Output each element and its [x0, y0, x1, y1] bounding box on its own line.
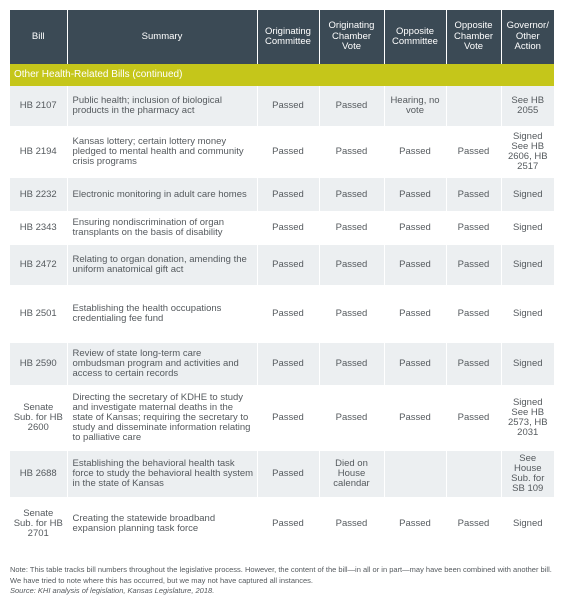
opp-vote-cell: Passed	[446, 497, 501, 550]
governor-cell: See HB 2055	[501, 86, 554, 126]
opp-vote-cell: Passed	[446, 211, 501, 245]
orig-vote-cell: Passed	[319, 497, 384, 550]
header-bill: Bill	[10, 10, 67, 64]
bill-cell: Senate Sub. for HB 2701	[10, 497, 67, 550]
section-title: Other Health-Related Bills (continued)	[10, 64, 554, 86]
bill-cell: HB 2343	[10, 211, 67, 245]
orig-committee-cell: Passed	[257, 178, 319, 211]
opp-vote-cell: Passed	[446, 385, 501, 451]
bill-cell: HB 2688	[10, 451, 67, 497]
header-opposite-chamber-vote: Opposite Chamber Vote	[446, 10, 501, 64]
table-row	[10, 86, 554, 126]
orig-committee-cell: Passed	[257, 385, 319, 451]
header-governor-action: Governor/ Other Action	[501, 10, 554, 64]
opp-vote-cell: Passed	[446, 245, 501, 285]
summary-cell: Directing the secretary of KDHE to study and investigate maternal deaths in the state of Kansas; requiring the secretary to study and disseminate information relating to palliative care	[67, 385, 257, 451]
orig-vote-cell: Passed	[319, 245, 384, 285]
summary-cell: Establishing the health occupations credentialing fee fund	[67, 285, 257, 343]
orig-committee-cell: Passed	[257, 451, 319, 497]
header-originating-committee: Originating Committee	[257, 10, 319, 64]
orig-vote-cell: Passed	[319, 343, 384, 385]
table-row	[10, 451, 554, 497]
table-row	[10, 211, 554, 245]
governor-cell: Signed	[501, 343, 554, 385]
source-text: Source: KHI analysis of legislation, Kansas Legislature, 2018.	[10, 586, 215, 595]
bill-cell: HB 2501	[10, 285, 67, 343]
note-text: Note: This table tracks bill numbers throughout the legislative process. However, the content of the bill—in all or in part—may have been combined with another bill. We have tried to note where this has occurred, but we may not have captured all instances.	[10, 565, 552, 585]
governor-cell: Signed See HB 2606, HB 2517	[501, 126, 554, 178]
summary-cell: Electronic monitoring in adult care homes	[67, 178, 257, 211]
orig-vote-cell: Passed	[319, 211, 384, 245]
opp-vote-cell: Passed	[446, 178, 501, 211]
governor-cell: Signed	[501, 245, 554, 285]
legislation-table	[10, 10, 554, 550]
orig-vote-cell: Passed	[319, 126, 384, 178]
orig-committee-cell: Passed	[257, 86, 319, 126]
summary-cell: Establishing the behavioral health task force to study the behavioral health system in the state of Kansas	[67, 451, 257, 497]
orig-vote-cell: Died on House calendar	[319, 451, 384, 497]
opp-vote-cell	[446, 86, 501, 126]
summary-cell: Review of state long-term care ombudsman program and activities and access to certain records	[67, 343, 257, 385]
header-opposite-committee: Opposite Committee	[384, 10, 446, 64]
orig-committee-cell: Passed	[257, 343, 319, 385]
bill-cell: HB 2107	[10, 86, 67, 126]
table-row	[10, 126, 554, 178]
opp-committee-cell: Passed	[384, 385, 446, 451]
table-row	[10, 245, 554, 285]
opp-committee-cell: Passed	[384, 126, 446, 178]
orig-vote-cell: Passed	[319, 178, 384, 211]
summary-cell: Ensuring nondiscrimination of organ transplants on the basis of disability	[67, 211, 257, 245]
opp-vote-cell: Passed	[446, 285, 501, 343]
governor-cell: See House Sub. for SB 109	[501, 451, 554, 497]
table-row	[10, 343, 554, 385]
opp-committee-cell: Passed	[384, 285, 446, 343]
bill-cell: HB 2472	[10, 245, 67, 285]
bill-cell: HB 2590	[10, 343, 67, 385]
table-row	[10, 178, 554, 211]
summary-cell: Creating the statewide broadband expansion planning task force	[67, 497, 257, 550]
governor-cell: Signed	[501, 211, 554, 245]
orig-committee-cell: Passed	[257, 497, 319, 550]
table-row	[10, 285, 554, 343]
section-row	[10, 64, 554, 86]
governor-cell: Signed See HB 2573, HB 2031	[501, 385, 554, 451]
header-originating-chamber-vote: Originating Chamber Vote	[319, 10, 384, 64]
opp-vote-cell: Passed	[446, 126, 501, 178]
footnote	[10, 565, 556, 597]
opp-vote-cell: Passed	[446, 343, 501, 385]
governor-cell: Signed	[501, 285, 554, 343]
header-summary: Summary	[67, 10, 257, 64]
summary-cell: Kansas lottery; certain lottery money pledged to mental health and community crisis programs	[67, 126, 257, 178]
table-row	[10, 497, 554, 550]
orig-committee-cell: Passed	[257, 285, 319, 343]
summary-cell: Relating to organ donation, amending the uniform anatomical gift act	[67, 245, 257, 285]
orig-committee-cell: Passed	[257, 245, 319, 285]
summary-cell: Public health; inclusion of biological products in the pharmacy act	[67, 86, 257, 126]
bill-cell: HB 2194	[10, 126, 67, 178]
opp-vote-cell	[446, 451, 501, 497]
orig-committee-cell: Passed	[257, 211, 319, 245]
bill-cell: Senate Sub. for HB 2600	[10, 385, 67, 451]
opp-committee-cell: Passed	[384, 343, 446, 385]
header-row	[10, 10, 554, 64]
orig-committee-cell: Passed	[257, 126, 319, 178]
opp-committee-cell	[384, 451, 446, 497]
legislation-table-container	[10, 10, 554, 550]
opp-committee-cell: Passed	[384, 497, 446, 550]
opp-committee-cell: Hearing, no vote	[384, 86, 446, 126]
orig-vote-cell: Passed	[319, 86, 384, 126]
opp-committee-cell: Passed	[384, 178, 446, 211]
opp-committee-cell: Passed	[384, 245, 446, 285]
governor-cell: Signed	[501, 178, 554, 211]
opp-committee-cell: Passed	[384, 211, 446, 245]
bill-cell: HB 2232	[10, 178, 67, 211]
table-row	[10, 385, 554, 451]
orig-vote-cell: Passed	[319, 285, 384, 343]
governor-cell: Signed	[501, 497, 554, 550]
orig-vote-cell: Passed	[319, 385, 384, 451]
